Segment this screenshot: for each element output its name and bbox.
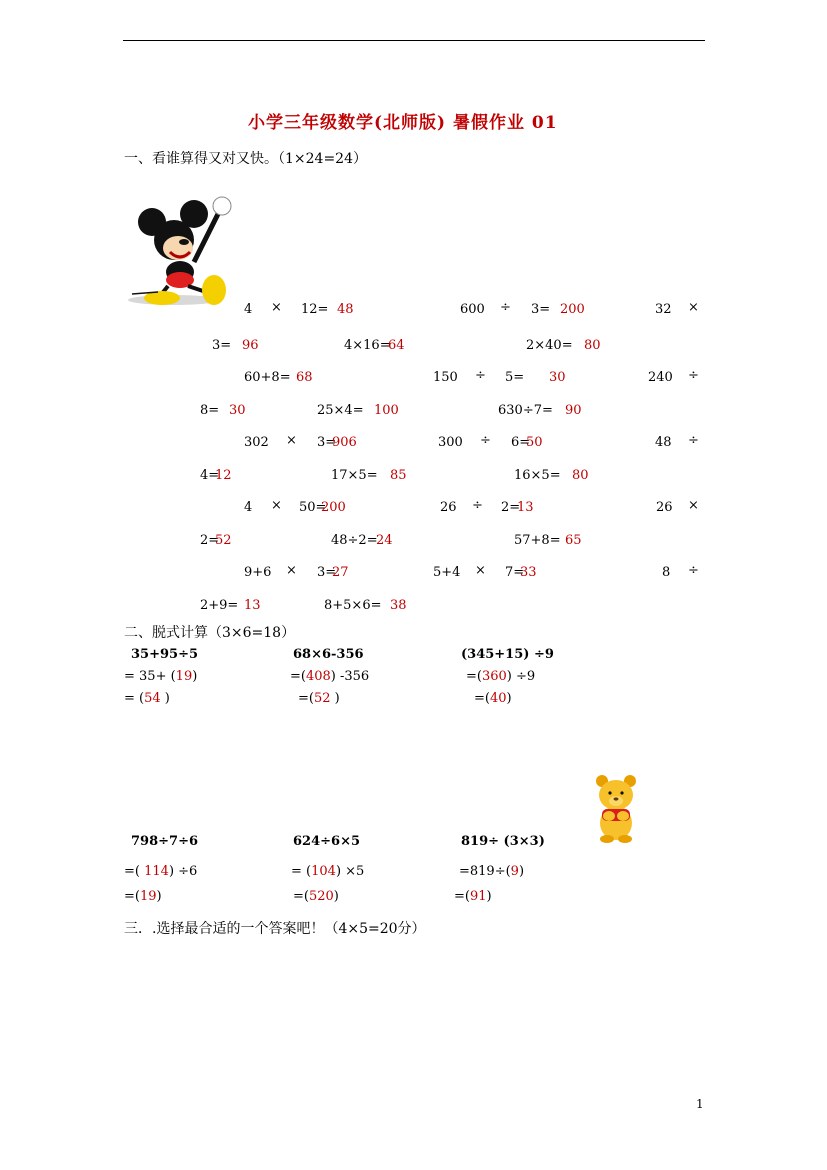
q18-b: 2= [200, 533, 220, 548]
q4-answer: 64 [388, 338, 405, 353]
q12-op: ÷ [480, 433, 491, 448]
calc2-step2-answer: 52 [313, 691, 331, 706]
calc1-step2-answer: 54 [144, 691, 161, 706]
calc5-step2 [293, 890, 339, 903]
calc4-step2-prefix: =( [124, 889, 140, 904]
q22-b: 7= [505, 565, 525, 580]
calc4-step2-answer: 19 [139, 889, 157, 904]
q23-b: 2+9= [200, 598, 239, 613]
q8-b: 8= [200, 403, 220, 418]
q8-a: 240 [648, 370, 673, 385]
q16-op: × [271, 498, 282, 513]
q12-answer: 50 [526, 435, 543, 450]
q1-op: × [271, 300, 282, 315]
calc5-step1-answer: 104 [311, 864, 336, 879]
page-title: 小学三年级数学(北师版) 暑假作业 01 [248, 113, 558, 133]
calc2-step2 [298, 692, 340, 705]
page-number: 1 [696, 1097, 704, 1111]
section3-heading: 三．.选择最合适的一个答案吧！（4×5=20分） [124, 921, 426, 937]
q22-a: 5+4 [433, 565, 461, 580]
calc4-step2 [124, 890, 162, 903]
q22-op: × [475, 563, 486, 578]
q1-b: 12= [301, 302, 329, 317]
q23-a: 8 [662, 565, 671, 580]
section1-heading: 一、看谁算得又对又快。（1×24=24） [124, 151, 367, 167]
q7-a: 150 [433, 370, 458, 385]
q8-answer: 30 [229, 403, 246, 418]
calc6-expression: 819÷ (3×3) [461, 834, 545, 849]
calc4-step1-answer: 114 [144, 864, 169, 879]
calc5-step2-prefix: =( [293, 889, 309, 904]
q14-expr: 17×5= [331, 468, 378, 483]
calc6-step1 [459, 865, 524, 878]
calc4-step1 [124, 865, 197, 878]
calc1-step1-suffix: ) [192, 669, 198, 684]
calc3-step1-prefix: =( [466, 669, 482, 684]
q12-b: 6= [511, 435, 531, 450]
q1-answer: 48 [337, 302, 354, 317]
q21-a: 9+6 [244, 565, 272, 580]
q5-answer: 80 [584, 338, 601, 353]
q6-answer: 68 [296, 370, 313, 385]
calc1-step1 [124, 670, 197, 683]
q15-answer: 80 [572, 468, 589, 483]
calc3-step2-answer: 40 [489, 691, 507, 706]
q6-expr: 60+8= [244, 370, 291, 385]
q7-op: ÷ [475, 368, 486, 383]
calc5-step1-prefix: = ( [291, 864, 312, 879]
q16-answer: 200 [321, 500, 346, 515]
q21-b: 3= [317, 565, 337, 580]
q7-answer: 30 [549, 370, 566, 385]
q16-a: 4 [244, 500, 253, 515]
q9-answer: 100 [374, 403, 399, 418]
calc6-step2 [454, 890, 492, 903]
calc4-step1-prefix: =( [124, 864, 145, 879]
header-rule [123, 40, 705, 41]
q1-a: 4 [244, 302, 253, 317]
q12-a: 300 [438, 435, 463, 450]
mickey-mouse-illustration [122, 192, 234, 310]
calc1-step2 [124, 692, 170, 705]
calc3-step2-suffix: ) [506, 691, 512, 706]
q23-op: ÷ [688, 563, 699, 578]
q2-answer: 200 [560, 302, 585, 317]
calc1-expression: 35+95÷5 [131, 647, 199, 662]
q16-b: 50= [299, 500, 327, 515]
q21-op: × [286, 563, 297, 578]
calc3-step1 [466, 670, 535, 683]
q18-answer: 52 [215, 533, 232, 548]
calc5-expression: 624÷6×5 [293, 834, 361, 849]
q15-expr: 16×5= [514, 468, 561, 483]
q3-a: 32 [655, 302, 672, 317]
q3-b: 3= [212, 338, 232, 353]
q17-b: 2= [501, 500, 521, 515]
q10-expr: 630÷7= [498, 403, 553, 418]
q17-answer: 13 [517, 500, 534, 515]
q24-expr: 8+5×6= [324, 598, 382, 613]
calc2-step2-prefix: =( [298, 691, 314, 706]
q2-a: 600 [460, 302, 485, 317]
q11-b: 3= [317, 435, 337, 450]
calc6-step2-suffix: ) [486, 889, 492, 904]
q17-op: ÷ [472, 498, 483, 513]
q11-a: 302 [244, 435, 269, 450]
q2-b: 3= [531, 302, 551, 317]
calc1-step1-answer: 19 [175, 669, 193, 684]
calc6-step2-prefix: =( [454, 889, 470, 904]
q18-a: 26 [656, 500, 673, 515]
calc6-step1-prefix: =819÷( [459, 864, 511, 879]
q8-op: ÷ [688, 368, 699, 383]
q10-answer: 90 [565, 403, 582, 418]
q13-answer: 12 [215, 468, 232, 483]
calc2-step1-answer: 408 [305, 669, 331, 684]
q3-answer: 96 [242, 338, 259, 353]
calc1-step2-suffix: ) [160, 691, 170, 706]
q11-op: × [286, 433, 297, 448]
q3-op: × [688, 300, 699, 315]
q23-answer: 13 [244, 598, 261, 613]
q4-expr: 4×16= [344, 338, 391, 353]
calc2-step1-suffix: ) -356 [330, 669, 370, 684]
calc4-step1-suffix: ) ÷6 [168, 864, 198, 879]
calc3-step1-suffix: ) ÷9 [506, 669, 536, 684]
q13-a: 48 [655, 435, 672, 450]
calc6-step1-answer: 9 [510, 864, 519, 879]
q9-expr: 25×4= [317, 403, 364, 418]
calc2-step1 [290, 670, 369, 683]
calc2-expression: 68×6-356 [293, 647, 364, 662]
q13-op: ÷ [688, 433, 699, 448]
calc2-step1-prefix: =( [290, 669, 306, 684]
calc3-step2-prefix: =( [474, 691, 490, 706]
calc6-step1-suffix: ) [518, 864, 525, 879]
q18-op: × [688, 498, 699, 513]
q22-answer: 33 [520, 565, 537, 580]
calc5-step2-suffix: ) [333, 889, 339, 904]
q20-answer: 65 [565, 533, 582, 548]
winnie-the-pooh-illustration [594, 773, 638, 845]
section2-heading: 二、脱式计算（3×6=18） [124, 625, 296, 641]
q2-op: ÷ [500, 300, 511, 315]
q24-answer: 38 [390, 598, 407, 613]
calc4-step2-suffix: ) [156, 889, 162, 904]
q13-b: 4= [200, 468, 220, 483]
q19-answer: 24 [376, 533, 393, 548]
calc5-step1-suffix: ) ×5 [335, 864, 365, 879]
calc2-step2-suffix: ) [330, 691, 340, 706]
q20-expr: 57+8= [514, 533, 561, 548]
q7-b: 5= [505, 370, 525, 385]
q14-answer: 85 [390, 468, 407, 483]
calc1-step2-prefix: = ( [124, 691, 145, 706]
calc5-step1 [291, 865, 364, 878]
calc1-step1-prefix: = 35+ ( [124, 669, 176, 684]
calc3-expression: (345+15) ÷9 [461, 647, 554, 662]
q5-expr: 2×40= [526, 338, 573, 353]
calc5-step2-answer: 520 [308, 889, 334, 904]
calc4-expression: 798÷7÷6 [131, 834, 199, 849]
q17-a: 26 [440, 500, 457, 515]
calc6-step2-answer: 91 [469, 889, 487, 904]
q19-expr: 48÷2= [331, 533, 378, 548]
calc3-step1-answer: 360 [481, 669, 507, 684]
q21-answer: 27 [332, 565, 349, 580]
q11-answer: 906 [332, 435, 357, 450]
calc3-step2 [474, 692, 512, 705]
